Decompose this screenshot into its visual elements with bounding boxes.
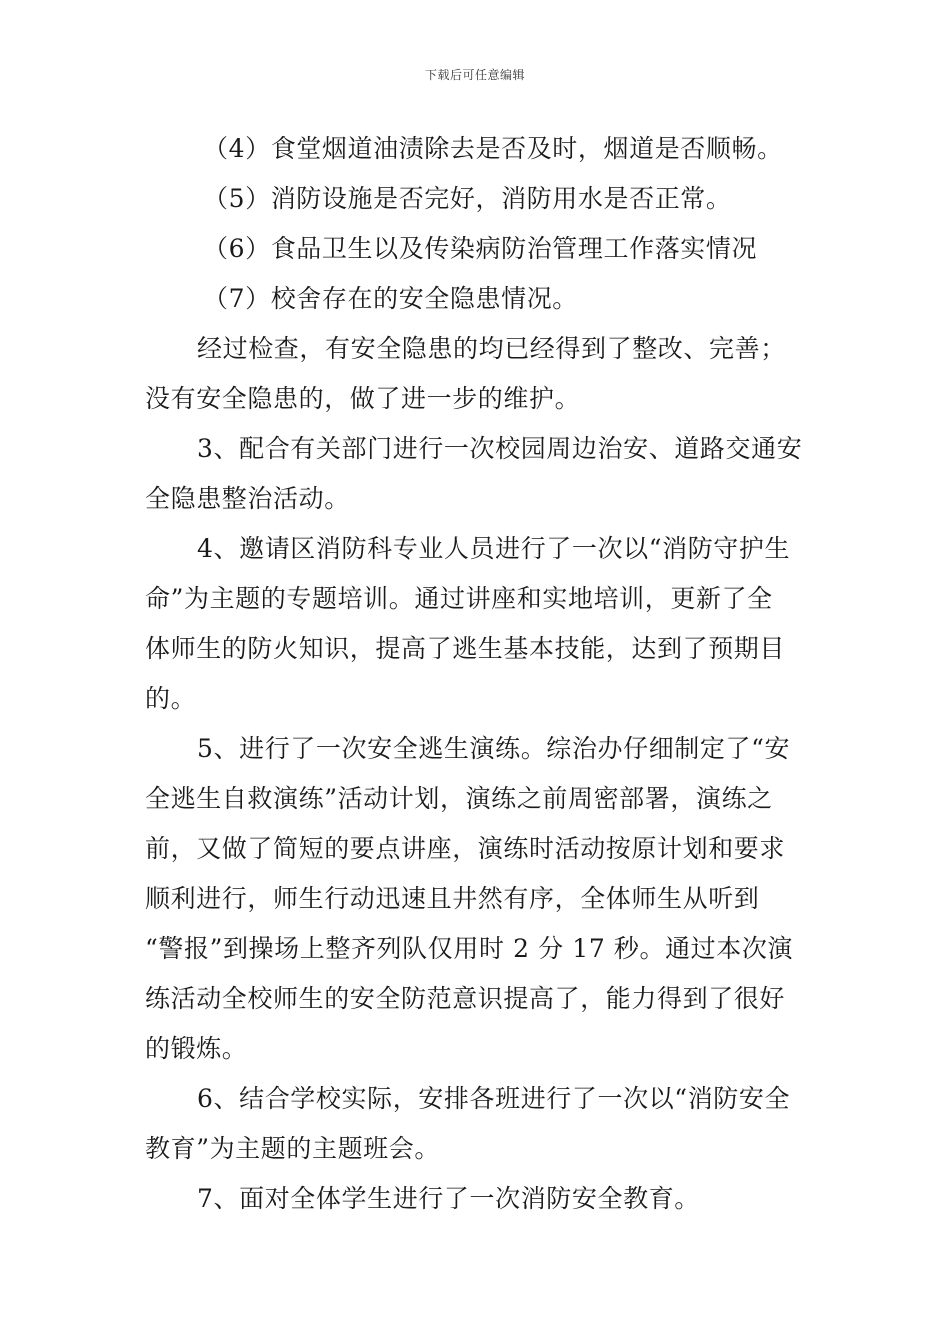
text-line: 全逃生自救演练”活动计划，演练之前周密部署，演练之 xyxy=(145,784,773,813)
text-line: （5）消防设施是否完好，消防用水是否正常。 xyxy=(203,184,732,213)
text-line: 的。 xyxy=(145,684,197,713)
text-line: 6、结合学校实际，安排各班进行了一次以“消防安全 xyxy=(197,1084,791,1113)
text-line: 5、进行了一次安全逃生演练。综治办仔细制定了“安 xyxy=(197,734,791,763)
text-line: 练活动全校师生的安全防范意识提高了，能力得到了很好 xyxy=(145,984,786,1013)
text-line: 全隐患整治活动。 xyxy=(145,484,350,513)
text-line: 的锻炼。 xyxy=(145,1034,248,1063)
text-line: （6）食品卫生以及传染病防治管理工作落实情况 xyxy=(203,234,758,263)
text-line: 经过检查，有安全隐患的均已经得到了整改、完善； xyxy=(197,334,786,363)
text-line: “警报”到操场上整齐列队仅用时 2 分 17 秒。通过本次演 xyxy=(145,934,794,963)
text-line: 顺利进行，师生行动迅速且井然有序，全体师生从听到 xyxy=(145,884,760,913)
text-line: 4、邀请区消防科专业人员进行了一次以“消防守护生 xyxy=(197,534,791,563)
document-body xyxy=(145,124,810,1224)
text-line: 命”为主题的专题培训。通过讲座和实地培训，更新了全 xyxy=(145,584,773,613)
text-line: 3、配合有关部门进行一次校园周边治安、道路交通安 xyxy=(197,434,803,463)
text-line: 前，又做了简短的要点讲座，演练时活动按原计划和要求 xyxy=(145,834,786,863)
text-line: （4）食堂烟道油渍除去是否及时，烟道是否顺畅。 xyxy=(203,134,783,163)
text-line: 体师生的防火知识，提高了逃生基本技能，达到了预期目 xyxy=(145,634,786,663)
text-line: 教育”为主题的主题班会。 xyxy=(145,1134,440,1163)
text-line: 7、面对全体学生进行了一次消防安全教育。 xyxy=(197,1184,700,1213)
header-note: 下载后可任意编辑 xyxy=(424,68,525,82)
text-line: 没有安全隐患的，做了进一步的维护。 xyxy=(145,384,581,413)
text-line: （7）校舍存在的安全隐患情况。 xyxy=(203,284,578,313)
